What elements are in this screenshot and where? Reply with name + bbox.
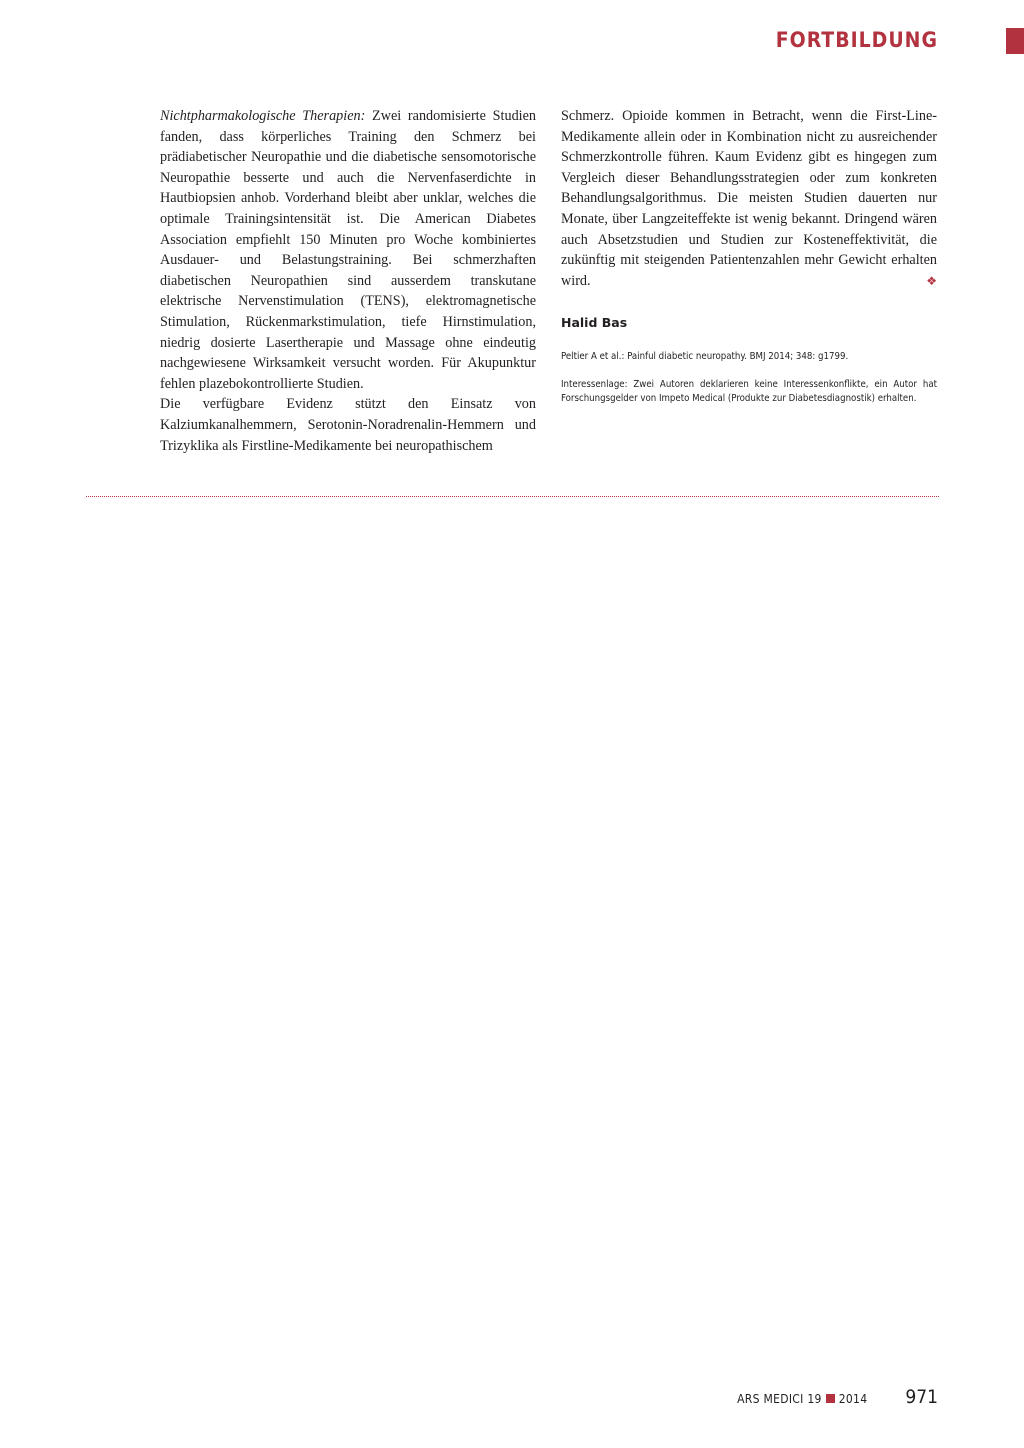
corner-tab-marker xyxy=(1006,28,1024,54)
lead-heading: Nichtpharmakologische Therapien: xyxy=(160,108,366,124)
paragraph-nonpharma xyxy=(160,106,536,394)
issue-year: 2014 xyxy=(838,1392,868,1406)
reference: Peltier A et al.: Painful diabetic neuropathy. BMJ 2014; 348: g1799. xyxy=(561,350,849,362)
page-footer xyxy=(737,1386,938,1408)
journal-name: ARS MEDICI 19 xyxy=(737,1392,822,1406)
square-separator-icon xyxy=(826,1394,835,1403)
paragraph-text: Zwei randomisierte Studien fanden, dass körperliches Training den Schmerz bei prädiabetischer Neuropathie und die diabetische sensomotorische Neuropathie besserte und auch die Nervenfaserdichte in Hautbiopsien anhob. Vorderhand bleibt aber unklar, welches die optimale Trainingsintensität ist. Die American Diabetes Association empfiehlt 150 Minuten pro Woche kombiniertes Ausdauer- und Belastungstraining. Bei schmerzhaften diabetischen Neuropathien sind ausserdem transkutane elektrische Nervenstimulation (TENS), elektromagnetische Stimulation, Rückenmarkstimulation, tiefe Hirnstimulation, niedrig dosierte Lasertherapie und Massage ohne eindeutig nachgewiesene Wirksamkeit versucht worden. Für Akupunktur fehlen plazebokontrollierte Studien. xyxy=(160,108,536,392)
paragraph-evidence: Die verfügbare Evidenz stützt den Einsatz von Kalziumkanalhemmern, Serotonin-Noradrenalin-Hemmern und Trizyklika als Firstline-Medikamente bei neuropathischem xyxy=(160,396,536,454)
left-column xyxy=(160,106,536,456)
right-column xyxy=(561,106,937,406)
paragraph-text: Schmerz. Opioide kommen in Betracht, wenn die First-Line-Medikamente allein oder in Kombination nicht zu ausreichender Schmerzkontrolle führen. Kaum Evidenz gibt es hingegen zum Vergleich dieser Behandlungsstrategien oder zum konkreten Behandlungsalgorithmus. Die meisten Studien dauerten nur Monate, über Langzeiteffekte ist wenig bekannt. Dringend wären auch Absetzstudien und Studien zur Kosteneffektivität, die zukünftig mit steigenden Patientenzahlen mehr Gewicht erhalten wird. xyxy=(561,108,937,289)
paragraph-opioids xyxy=(561,106,937,291)
dotted-divider xyxy=(86,496,939,497)
author-name: Halid Bas xyxy=(561,315,628,331)
section-label: FORTBILDUNG xyxy=(775,28,938,52)
end-of-article-icon: ❖ xyxy=(926,273,937,288)
conflict-of-interest: Interessenlage: Zwei Autoren deklarieren keine Interessenkonflikte, ein Autor hat Forschungsgelder von Impeto Medical (Produkte zur Diabetesdiagnostik) erhalten. xyxy=(561,378,937,404)
page-number: 971 xyxy=(905,1386,938,1408)
